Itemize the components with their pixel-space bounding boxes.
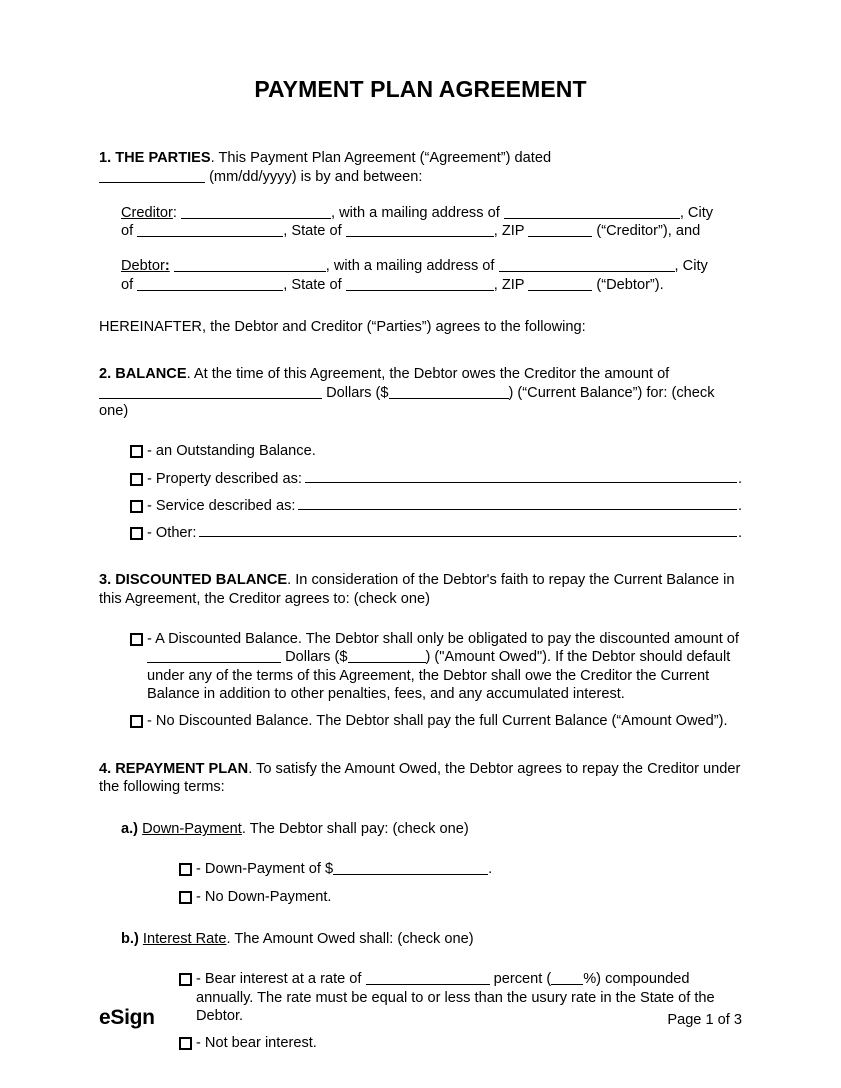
debtor-zip-blank[interactable] <box>528 277 592 291</box>
debtor-mailing-text: , with a mailing address of <box>325 258 495 275</box>
checkbox-row-no-down-payment[interactable] <box>179 888 742 906</box>
interest-pct-text: %) compounded annually. The rate must be equal to or less than the usury rate in the State of the Debtor. <box>196 971 715 1024</box>
creditor-zip-text: , ZIP <box>493 223 525 240</box>
hereinafter-paragraph: HEREINAFTER, the Debtor and Creditor (“Parties”) agrees to the following: <box>99 319 586 336</box>
section-2-heading: 2. BALANCE <box>99 366 187 383</box>
sub-title-down-payment: Down-Payment <box>142 821 242 838</box>
checkbox-icon[interactable] <box>130 527 143 540</box>
sub-rest-a: . The Debtor shall pay: (check one) <box>241 821 469 838</box>
debtor-block <box>121 257 742 294</box>
checkbox-row-no-discounted-balance[interactable] <box>130 712 742 730</box>
document-body <box>99 0 742 1053</box>
option-label: - No Discounted Balance. The Debtor shall pay the full Current Balance (“Amount Owed”). <box>147 713 728 730</box>
creditor-name-blank[interactable] <box>181 205 331 219</box>
creditor-mailing-text: , with a mailing address of <box>331 204 500 221</box>
creditor-state-blank[interactable] <box>346 223 494 237</box>
interest-rate-words-blank[interactable] <box>366 971 490 985</box>
checkbox-icon[interactable] <box>179 863 192 876</box>
discounted-after-text: ) ("Amount Owed"). If the Debtor should default under any of the terms of this Agreement, the Debtor shall owe the Creditor the Current Balance in addition to other penalties, fees, and any accumulated interest. <box>147 649 731 702</box>
option-period: . <box>488 861 493 878</box>
sub-marker-a: a.) <box>121 821 139 838</box>
creditor-zip-blank[interactable] <box>528 223 592 237</box>
debtor-city-text: , City <box>674 258 708 275</box>
option-label: - Other: <box>147 525 197 542</box>
checkbox-row-service[interactable] <box>130 497 742 515</box>
section-1-intro-a: . This Payment Plan Agreement (“Agreement”) dated <box>210 150 552 167</box>
option-label: - No Down-Payment. <box>196 888 332 905</box>
checkbox-icon[interactable] <box>130 500 143 513</box>
checkbox-row-discounted-balance[interactable] <box>130 630 742 703</box>
section-2-text-a: . At the time of this Agreement, the Debtor owes the Creditor the amount of <box>186 366 670 383</box>
creditor-of-text: of <box>121 223 134 240</box>
discounted-amount-blank[interactable] <box>348 649 426 663</box>
other-description-blank[interactable] <box>199 524 736 537</box>
service-description-blank[interactable] <box>298 497 737 510</box>
creditor-block <box>121 204 742 241</box>
option-label: - Bear interest at a rate of <box>196 971 362 988</box>
creditor-state-text: , State of <box>283 223 342 240</box>
section-1-intro-b: (mm/dd/yyyy) is by and between: <box>209 168 423 185</box>
creditor-city-text: , City <box>679 204 714 221</box>
discounted-amount-words-blank[interactable] <box>147 649 281 663</box>
checkbox-icon[interactable] <box>179 891 192 904</box>
debtor-city-blank[interactable] <box>137 277 283 291</box>
sub-title-interest-rate: Interest Rate <box>142 931 227 948</box>
section-1-parties <box>99 149 742 186</box>
balance-words-blank[interactable] <box>99 385 322 399</box>
option-label: - Not bear interest. <box>196 1035 317 1052</box>
section-4-repayment-plan <box>99 760 742 797</box>
checkbox-row-down-payment-amount[interactable] <box>179 860 742 878</box>
option-label: - Down-Payment of $ <box>196 861 334 878</box>
debtor-state-text: , State of <box>283 276 342 293</box>
interest-rate-percent-blank[interactable] <box>551 971 583 985</box>
checkbox-row-not-bear-interest[interactable] <box>179 1034 742 1052</box>
page-title: PAYMENT PLAN AGREEMENT <box>254 76 587 102</box>
section-3-heading: 3. DISCOUNTED BALANCE <box>99 572 288 589</box>
section-2-text-b: Dollars ($ <box>326 384 389 401</box>
debtor-tail-text: (“Debtor”). <box>596 276 664 293</box>
page-number: Page 1 of 3 <box>667 1012 742 1028</box>
checkbox-icon[interactable] <box>130 473 143 486</box>
checkbox-row-property[interactable] <box>130 470 742 488</box>
creditor-label: Creditor <box>121 204 173 221</box>
discounted-dollars-text: Dollars ($ <box>285 649 348 666</box>
date-blank[interactable] <box>99 169 205 183</box>
section-4a-options <box>179 860 742 906</box>
section-3-options <box>130 630 742 730</box>
sub-marker-b: b.) <box>121 931 139 948</box>
checkbox-icon[interactable] <box>179 1037 192 1050</box>
section-3-text-a: . In consideration of the Debtor's faith to repay the Current Balance in this Agreement, the Creditor agrees to: (check one) <box>99 572 735 607</box>
option-period: . <box>737 497 742 514</box>
checkbox-row-outstanding-balance[interactable] <box>130 442 742 460</box>
balance-amount-blank[interactable] <box>389 385 509 399</box>
section-4b-interest-rate-label <box>121 930 742 948</box>
debtor-state-blank[interactable] <box>346 277 494 291</box>
checkbox-icon[interactable] <box>130 633 143 646</box>
section-4-heading: 4. REPAYMENT PLAN <box>99 760 249 777</box>
option-period: . <box>737 470 742 487</box>
debtor-of-text: of <box>121 276 134 293</box>
down-payment-amount-blank[interactable] <box>333 861 488 875</box>
debtor-colon: : <box>164 258 170 275</box>
creditor-tail-text: (“Creditor”), and <box>596 223 701 240</box>
section-4a-down-payment-label <box>121 820 742 838</box>
section-3-discounted-balance <box>99 571 742 608</box>
creditor-city-blank[interactable] <box>137 223 283 237</box>
creditor-address-blank[interactable] <box>504 205 680 219</box>
section-2-balance <box>99 365 742 420</box>
option-label: - A Discounted Balance. The Debtor shall only be obligated to pay the discounted amount of <box>147 631 739 648</box>
option-label: - Service described as: <box>147 497 296 514</box>
checkbox-icon[interactable] <box>130 445 143 458</box>
debtor-zip-text: , ZIP <box>493 276 525 293</box>
checkbox-row-other[interactable] <box>130 524 742 542</box>
checkbox-icon[interactable] <box>179 973 192 986</box>
property-description-blank[interactable] <box>305 470 737 483</box>
option-label: - Property described as: <box>147 470 302 487</box>
creditor-colon: : <box>172 204 177 221</box>
page-footer <box>99 1006 742 1030</box>
checkbox-icon[interactable] <box>130 715 143 728</box>
sub-rest-b: . The Amount Owed shall: (check one) <box>226 931 474 948</box>
debtor-name-blank[interactable] <box>174 258 326 272</box>
debtor-label: Debtor: <box>121 258 170 275</box>
section-4-text-a: . To satisfy the Amount Owed, the Debtor agrees to repay the Creditor under the following terms: <box>99 760 741 795</box>
debtor-address-blank[interactable] <box>499 258 675 272</box>
option-period: . <box>737 525 742 542</box>
section-2-text-c: ) (“Current Balance”) for: (check one) <box>99 384 715 419</box>
interest-mid-text: percent ( <box>493 971 552 988</box>
option-label: - an Outstanding Balance. <box>147 443 316 460</box>
esign-logo: eSign <box>99 1006 155 1029</box>
section-1-heading: 1. THE PARTIES <box>99 150 211 167</box>
section-2-options <box>130 442 742 542</box>
